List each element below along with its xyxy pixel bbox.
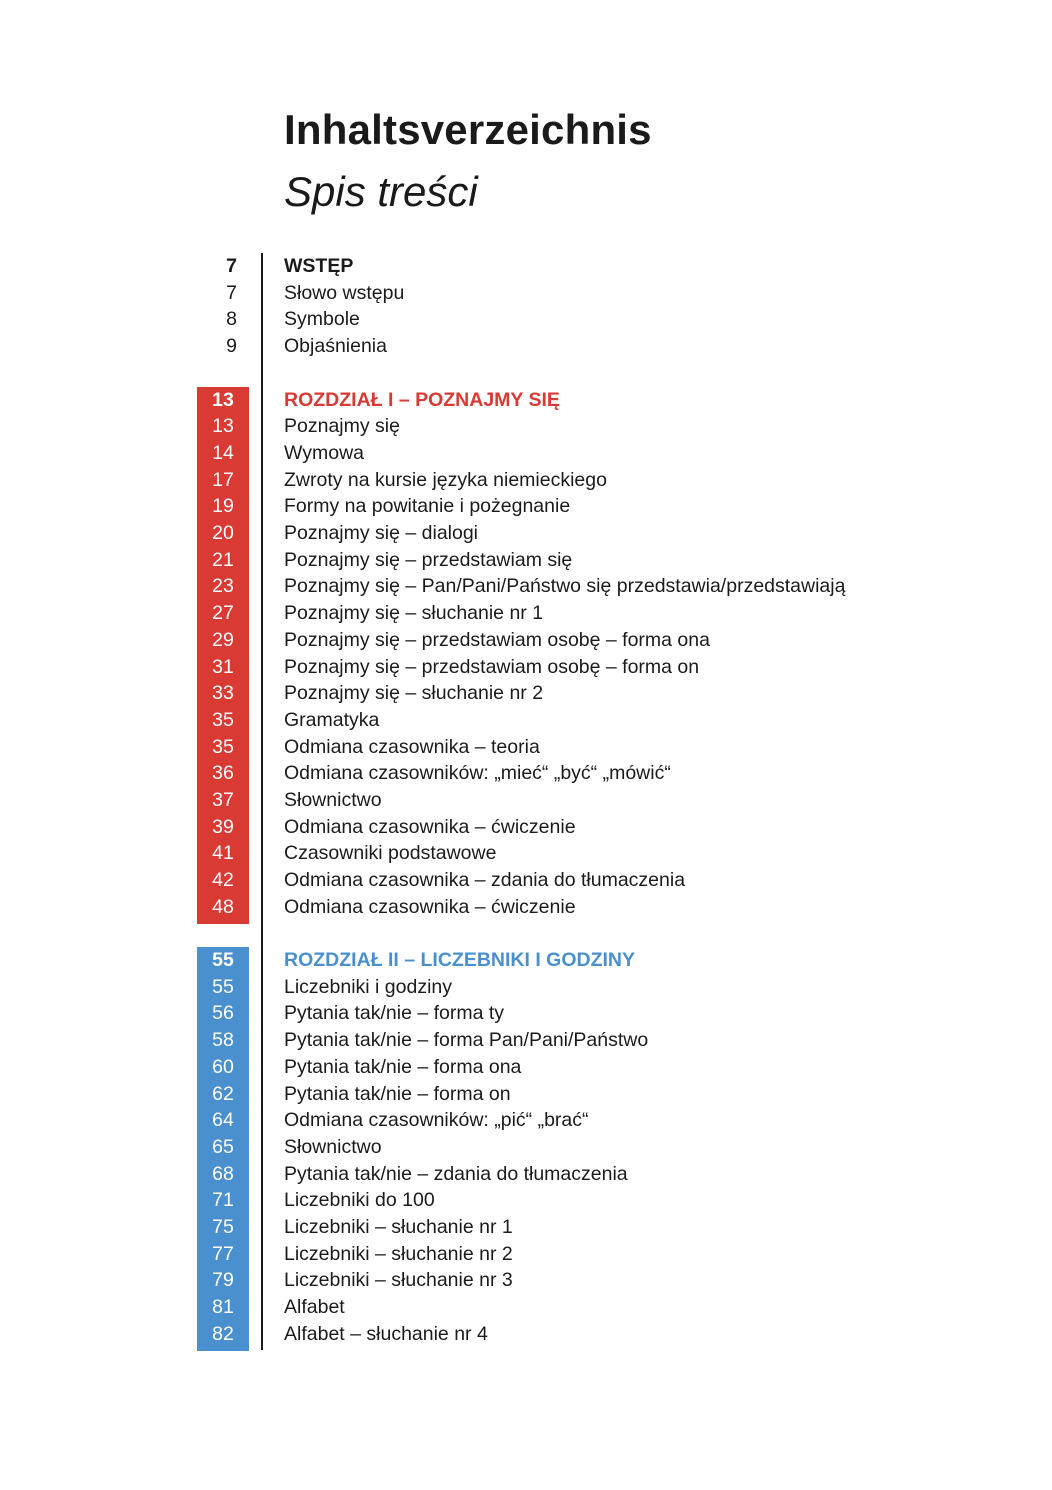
page-number: 27 <box>212 602 234 625</box>
toc-entry[interactable] <box>0 440 1052 467</box>
page-number: 60 <box>212 1055 234 1078</box>
toc-entry[interactable] <box>0 707 1052 734</box>
entry-title: Objaśnienia <box>284 335 387 358</box>
page-number: 48 <box>212 895 234 918</box>
entry-title: Gramatyka <box>284 708 380 731</box>
toc-entry[interactable] <box>0 1134 1052 1161</box>
entry-title: Poznajmy się – słuchanie nr 1 <box>284 602 544 625</box>
toc-entry[interactable] <box>0 974 1052 1001</box>
toc-entry[interactable] <box>0 1054 1052 1081</box>
entry-title: Wymowa <box>284 441 364 464</box>
page-number: 71 <box>212 1189 234 1212</box>
toc-entry[interactable] <box>0 306 1052 333</box>
toc-entry[interactable] <box>0 1267 1052 1294</box>
toc-entry[interactable] <box>0 734 1052 761</box>
toc-entry[interactable] <box>0 1027 1052 1054</box>
page-number: 9 <box>226 335 237 358</box>
toc-entry[interactable] <box>0 1241 1052 1268</box>
page-number: 33 <box>212 682 234 705</box>
chapter-title: ROZDZIAŁ II – LICZEBNIKI I GODZINY <box>284 949 635 971</box>
page-number: 23 <box>212 575 234 598</box>
entry-title: Liczebniki i godziny <box>284 975 453 998</box>
page-number: 20 <box>212 522 234 544</box>
entry-title: Poznajmy się – słuchanie nr 2 <box>284 682 544 705</box>
page-number: 55 <box>212 949 234 971</box>
page-number: 82 <box>212 1322 234 1345</box>
entry-title: Słownictwo <box>284 789 382 811</box>
entry-title: Liczebniki – słuchanie nr 1 <box>284 1216 513 1238</box>
page-number: 35 <box>212 735 234 758</box>
toc-entry[interactable] <box>0 520 1052 547</box>
toc-chapter-heading[interactable] <box>0 947 1052 974</box>
page-number: 29 <box>212 628 234 651</box>
toc-entry[interactable] <box>0 787 1052 814</box>
entry-title: Formy na powitanie i pożegnanie <box>284 495 571 518</box>
entry-title: Poznajmy się – przedstawiam osobę – forma on <box>284 655 700 678</box>
page-number: 13 <box>212 388 234 411</box>
page-title: Inhaltsverzeichnis <box>284 106 652 153</box>
page-number: 13 <box>212 415 234 438</box>
toc-entry[interactable] <box>0 1321 1052 1348</box>
page-number: 75 <box>212 1216 234 1238</box>
toc-entry[interactable] <box>0 1294 1052 1321</box>
page-number: 41 <box>212 842 234 865</box>
entry-title: Odmiana czasowników: „pić“ „brać“ <box>284 1109 589 1132</box>
entry-title: Słownictwo <box>284 1135 382 1158</box>
page-number: 64 <box>212 1109 234 1132</box>
toc-entry[interactable] <box>0 680 1052 707</box>
page-number: 7 <box>226 281 237 304</box>
toc-chapter-heading[interactable] <box>0 253 1052 280</box>
toc-entry[interactable] <box>0 760 1052 787</box>
toc-entry[interactable] <box>0 467 1052 494</box>
page-number: 31 <box>212 655 234 678</box>
entry-title: Odmiana czasownika – ćwiczenie <box>284 815 576 838</box>
entry-title: Alfabet <box>284 1296 345 1319</box>
toc-entry[interactable] <box>0 1081 1052 1108</box>
toc-entry[interactable] <box>0 600 1052 627</box>
entry-title: Poznajmy się – Pan/Pani/Państwo się przedstawia/przedstawiają <box>284 575 846 598</box>
entry-title: Poznajmy się – przedstawiam osobę – forma ona <box>284 628 710 651</box>
toc-entry[interactable] <box>0 1107 1052 1134</box>
page-number: 58 <box>212 1029 234 1052</box>
toc-entry[interactable] <box>0 413 1052 440</box>
entry-title: Pytania tak/nie – forma on <box>284 1082 511 1105</box>
page-number: 79 <box>212 1269 234 1292</box>
page-number: 42 <box>212 869 234 892</box>
entry-title: Odmiana czasowników: „mieć“ „być“ „mówić“ <box>284 762 671 785</box>
page-number: 17 <box>212 468 234 491</box>
entry-title: Liczebniki – słuchanie nr 3 <box>284 1269 513 1292</box>
page-number: 77 <box>212 1242 234 1265</box>
page-number: 65 <box>212 1135 234 1158</box>
toc-entry[interactable] <box>0 894 1052 921</box>
toc-entry[interactable] <box>0 1214 1052 1241</box>
toc-entry[interactable] <box>0 1161 1052 1188</box>
entry-title: Odmiana czasownika – teoria <box>284 735 540 758</box>
toc-entry[interactable] <box>0 547 1052 574</box>
entry-title: Pytania tak/nie – forma ty <box>284 1002 505 1025</box>
toc-entry[interactable] <box>0 840 1052 867</box>
page-number: 36 <box>212 762 234 785</box>
entry-title: Poznajmy się – dialogi <box>284 522 479 544</box>
toc-entry[interactable] <box>0 493 1052 520</box>
entry-title: Pytania tak/nie – forma Pan/Pani/Państwo <box>284 1029 649 1052</box>
page-number: 14 <box>212 441 234 464</box>
page-number: 8 <box>226 308 237 331</box>
page-number: 55 <box>212 975 234 998</box>
toc-entry[interactable] <box>0 1187 1052 1214</box>
page-number: 81 <box>212 1296 234 1319</box>
page-number: 37 <box>212 789 234 811</box>
entry-title: Zwroty na kursie języka niemieckiego <box>284 468 607 491</box>
page-number: 39 <box>212 815 234 838</box>
entry-title: Alfabet – słuchanie nr 4 <box>284 1322 488 1345</box>
entry-title: Pytania tak/nie – forma ona <box>284 1055 522 1078</box>
page-number: 21 <box>212 548 234 571</box>
entry-title: Pytania tak/nie – zdania do tłumaczenia <box>284 1162 628 1185</box>
page-number: 7 <box>226 255 237 277</box>
toc-entry[interactable] <box>0 280 1052 307</box>
page-number: 35 <box>212 708 234 731</box>
toc-entry[interactable] <box>0 867 1052 894</box>
toc-entry[interactable] <box>0 333 1052 360</box>
page-number: 62 <box>212 1082 234 1105</box>
entry-title: Poznajmy się – przedstawiam się <box>284 548 573 571</box>
entry-title: Czasowniki podstawowe <box>284 842 497 865</box>
entry-title: Słowo wstępu <box>284 281 405 304</box>
toc-entry[interactable] <box>0 654 1052 681</box>
page-number: 56 <box>212 1002 234 1025</box>
entry-title: Odmiana czasownika – zdania do tłumaczenia <box>284 869 686 892</box>
entry-title: Symbole <box>284 308 360 331</box>
chapter-title: ROZDZIAŁ I – POZNAJMY SIĘ <box>284 388 560 411</box>
entry-title: Poznajmy się <box>284 415 400 438</box>
page-number: 19 <box>212 495 234 518</box>
toc-entry[interactable] <box>0 627 1052 654</box>
chapter-title: WSTĘP <box>284 255 354 277</box>
entry-title: Liczebniki – słuchanie nr 2 <box>284 1242 513 1265</box>
toc-entry[interactable] <box>0 573 1052 600</box>
toc-chapter-heading[interactable] <box>0 387 1052 414</box>
entry-title: Odmiana czasownika – ćwiczenie <box>284 895 576 918</box>
page-number: 68 <box>212 1162 234 1185</box>
page-subtitle: Spis treści <box>284 168 478 215</box>
toc-entry[interactable] <box>0 814 1052 841</box>
entry-title: Liczebniki do 100 <box>284 1189 435 1212</box>
toc-entry[interactable] <box>0 1000 1052 1027</box>
